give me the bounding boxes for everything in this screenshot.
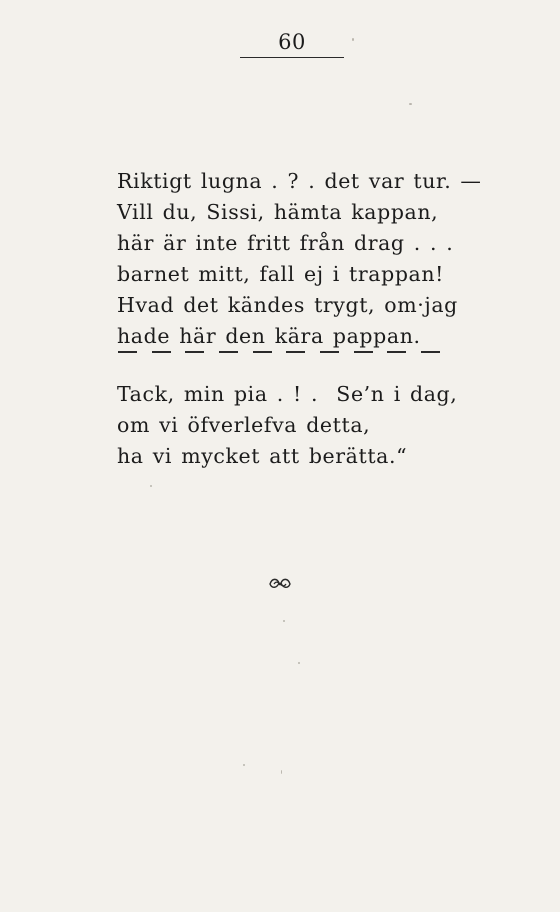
poem-line: Riktigt lugna . ? . det var tur. —	[117, 169, 482, 193]
divider-dash	[253, 351, 272, 353]
paper-speck	[409, 103, 412, 105]
poem-line: Tack, min pia . ! . Se’n i dag,	[117, 382, 458, 406]
poem-stanza-1	[117, 166, 482, 352]
poem-line: Vill du, Sissi, hämta kappan,	[117, 200, 439, 224]
page-number-rule	[240, 57, 344, 58]
dashed-section-divider	[118, 351, 440, 353]
divider-dash	[387, 351, 406, 353]
poem-line: barnet mitt, fall ej i trappan!	[117, 262, 445, 286]
divider-dash	[219, 351, 238, 353]
poem-line: här är inte fritt från drag . . .	[117, 231, 454, 255]
poem-line: hade här den kära pappan.	[117, 324, 421, 348]
paper-speck	[243, 764, 245, 766]
divider-dash	[421, 351, 440, 353]
paper-speck	[281, 770, 282, 774]
divider-dash	[118, 351, 137, 353]
poem-stanza-2	[117, 379, 457, 472]
poem-line: om vi öfverlefva detta,	[117, 413, 371, 437]
paper-speck	[298, 662, 300, 664]
divider-dash	[320, 351, 339, 353]
paper-speck	[283, 620, 285, 622]
divider-dash	[185, 351, 204, 353]
divider-dash	[354, 351, 373, 353]
divider-dash	[286, 351, 305, 353]
paper-speck	[150, 485, 152, 487]
floral-ornament-icon	[268, 576, 292, 592]
paper-speck	[352, 38, 354, 41]
poem-line: Hvad det kändes trygt, om·jag	[117, 293, 458, 317]
divider-dash	[152, 351, 171, 353]
page-number: 60	[278, 30, 306, 54]
poem-line: ha vi mycket att berätta.“	[117, 444, 408, 468]
